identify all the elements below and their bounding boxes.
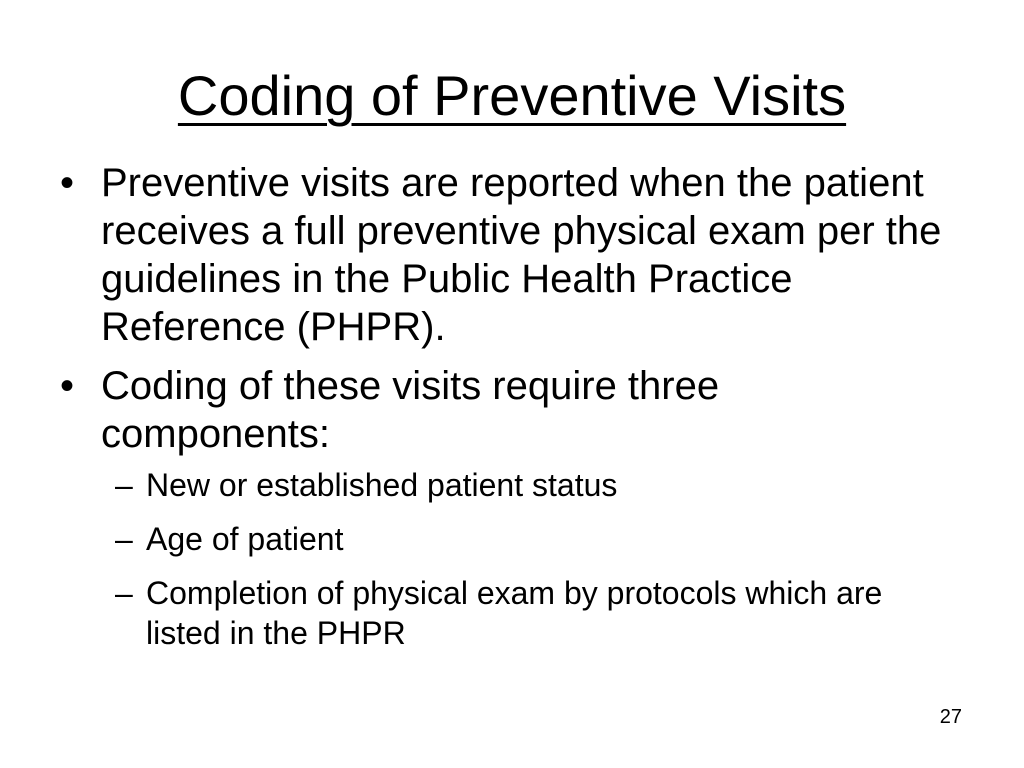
- bullet-item: [56, 159, 956, 351]
- bullet-text: Preventive visits are reported when the patient receives a full preventive physical exam per the guidelines in the Public Health Practice Reference (PHPR).: [101, 161, 942, 349]
- slide-body: [56, 159, 956, 667]
- sub-bullet-text: New or established patient status: [146, 467, 618, 503]
- sub-bullet-marker: –: [115, 575, 133, 611]
- sub-bullet-text: Completion of physical exam by protocols which are listed in the PHPR: [146, 575, 883, 651]
- sub-bullet-item: [115, 519, 956, 559]
- bullet-marker: •: [60, 161, 75, 205]
- sub-bullet-item: [115, 573, 956, 653]
- sub-bullet-marker: –: [115, 521, 133, 557]
- slide-title: Coding of Preventive Visits: [177, 64, 847, 127]
- sub-bullet-text: Age of patient: [146, 521, 344, 557]
- bullet-marker: •: [60, 364, 75, 408]
- sub-bullet-item: [115, 465, 956, 505]
- sub-bullet-list: [115, 465, 956, 653]
- bullet-text: Coding of these visits require three components:: [101, 364, 720, 456]
- bullet-item: [56, 362, 956, 458]
- sub-bullet-marker: –: [115, 467, 133, 503]
- page-number: 27: [939, 706, 962, 728]
